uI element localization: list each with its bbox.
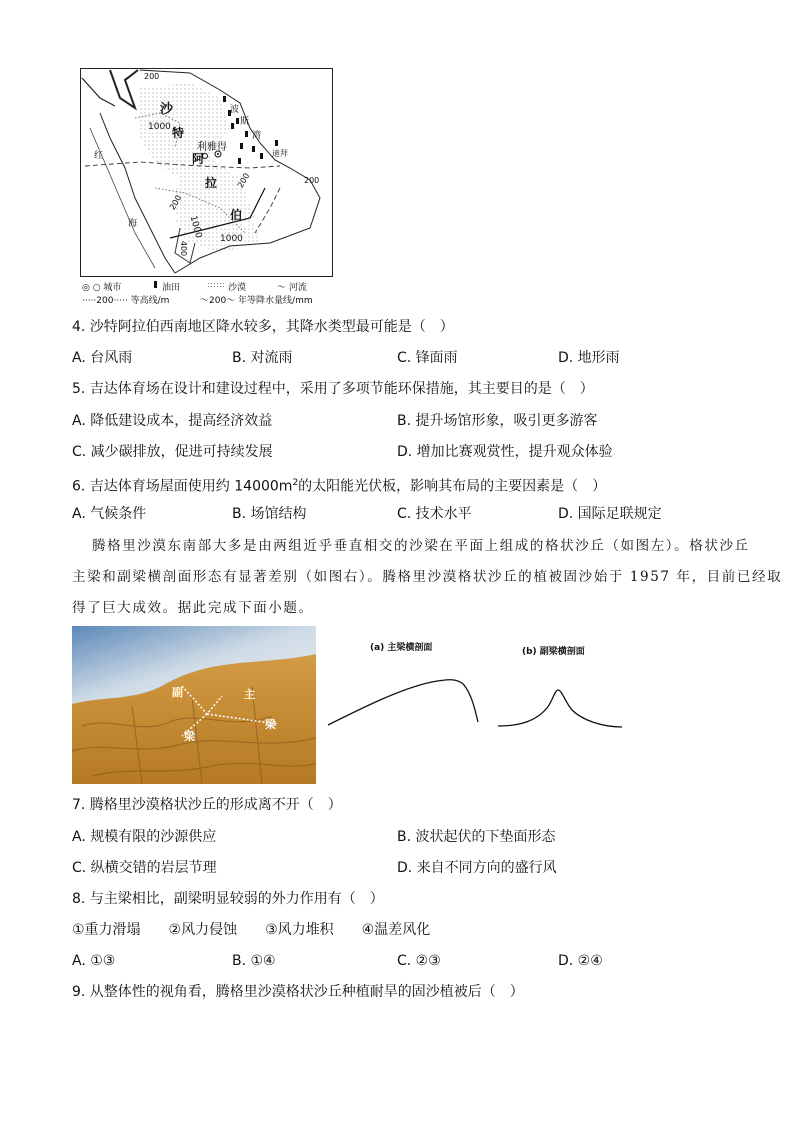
- lattice-dune-photo: [72, 626, 316, 784]
- q6-text-pre: 6. 吉达体育场屋面使用约 14000m: [72, 478, 293, 495]
- passage-line-1: 腾格里沙漠东南部大多是由两组近乎垂直相交的沙梁在平面上组成的格状沙丘（如图左）。格状沙丘: [92, 538, 750, 554]
- q4-option-c[interactable]: C. 锋面雨: [397, 350, 458, 366]
- q6-option-a[interactable]: A. 气候条件: [72, 506, 147, 522]
- map-label-bo-sea: 波: [230, 105, 240, 115]
- map-label-riyadh: 利雅得: [197, 142, 227, 153]
- q8-statement-items: ①重力滑塌 ②风力侵蚀 ③风力堆积 ④温差风化: [72, 922, 431, 938]
- q5-option-b[interactable]: B. 提升场馆形象，吸引更多游客: [397, 413, 598, 429]
- profile-a-caption: (a) 主梁横剖面: [370, 643, 433, 653]
- q4-option-d[interactable]: D. 地形雨: [558, 350, 620, 366]
- map-legend: [82, 280, 332, 306]
- contour-label-200c: 200: [304, 176, 320, 185]
- map-label-hong: 红: [94, 151, 104, 161]
- q4-option-b[interactable]: B. 对流雨: [232, 350, 293, 366]
- q8-option-c[interactable]: C. ②③: [397, 953, 441, 969]
- q4-option-a[interactable]: A. 台风雨: [72, 350, 133, 366]
- map-label-wan: 湾: [252, 131, 262, 141]
- photo-label-liang1: 梁: [184, 730, 195, 743]
- q7-option-b[interactable]: B. 波状起伏的下垫面形态: [397, 829, 556, 845]
- map-label-city-east: 迪拜: [272, 149, 288, 158]
- profile-b-caption: (b) 副梁横剖面: [522, 647, 585, 657]
- map-label-bo: 伯: [230, 208, 243, 222]
- question-5: 5. 吉达体育场在设计和建设过程中，采用了多项节能环保措施，其主要目的是（ ）: [72, 381, 594, 397]
- desert-legend-icon: [207, 282, 225, 289]
- q6-text-post: 的太阳能光伏板，影响其布局的主要因素是（ ）: [298, 478, 607, 495]
- question-8: 8. 与主梁相比，副梁明显较弱的外力作用有（ ）: [72, 891, 384, 907]
- saudi-arabia-map: [80, 68, 333, 306]
- q7-option-c[interactable]: C. 纵横交错的岩层节理: [72, 860, 217, 876]
- q8-option-b[interactable]: B. ①④: [232, 953, 276, 969]
- contour-label-400: 400: [179, 240, 189, 257]
- contour-label-200b: 200: [235, 171, 252, 190]
- legend-oil: 油田: [162, 283, 181, 293]
- dune-profiles: [322, 630, 632, 740]
- q6-option-d[interactable]: D. 国际足联规定: [558, 506, 662, 522]
- q6-option-c[interactable]: C. 技术水平: [397, 506, 472, 522]
- contour-label-1000c: 1000: [220, 234, 243, 244]
- oil-legend-icon: [154, 281, 157, 288]
- q6-text-sup: 2: [292, 478, 299, 488]
- passage-line-2: 主梁和副梁横剖面形态有显著差别（如图右）。腾格里沙漠格状沙丘的植被固沙始于 1957 年，目前已经取: [72, 569, 783, 585]
- map-label-hai: 海: [128, 219, 138, 229]
- main-ridge-profile: [328, 680, 478, 725]
- legend-isohyet: ～200～ 年等降水量线/mm: [200, 296, 313, 306]
- map-label-a: 阿: [192, 152, 205, 166]
- q6-option-b[interactable]: B. 场馆结构: [232, 506, 307, 522]
- q5-option-c[interactable]: C. 减少碳排放，促进可持续发展: [72, 444, 273, 460]
- map-label-te: 特: [172, 126, 185, 140]
- question-4: 4. 沙特阿拉伯西南地区降水较多，其降水类型最可能是（ ）: [72, 319, 454, 335]
- passage-line-3: 得了巨大成效。据此完成下面小题。: [72, 600, 314, 616]
- q7-option-a[interactable]: A. 规模有限的沙源供应: [72, 829, 217, 845]
- question-9: 9. 从整体性的视角看，腾格里沙漠格状沙丘种植耐旱的固沙植被后（ ）: [72, 984, 524, 1000]
- legend-desert: 沙漠: [228, 283, 247, 293]
- legend-river: ～ 河流: [277, 283, 307, 293]
- secondary-ridge-profile: [498, 690, 622, 727]
- photo-label-zhu: 主: [244, 688, 255, 701]
- legend-city: ◎ ○ 城市: [82, 283, 122, 293]
- q5-option-d[interactable]: D. 增加比赛观赏性，提升观众体验: [397, 444, 613, 460]
- contour-label-1000b: 1000: [187, 214, 204, 240]
- profile-svg: [322, 630, 632, 740]
- legend-contour: ·····200····· 等高线/m: [82, 296, 170, 306]
- map-label-sha: 沙: [160, 102, 174, 117]
- photo-svg: [72, 626, 316, 784]
- map-label-la: 拉: [205, 176, 218, 190]
- q8-option-d[interactable]: D. ②④: [558, 953, 603, 969]
- photo-label-liang2: 梁: [265, 718, 276, 731]
- contour-label-200d: 200: [167, 193, 184, 212]
- q8-option-a[interactable]: A. ①③: [72, 953, 116, 969]
- question-6: [72, 474, 606, 496]
- question-7: 7. 腾格里沙漠格状沙丘的形成离不开（ ）: [72, 797, 342, 813]
- contour-label-1000a: 1000: [148, 122, 171, 132]
- contour-label-200a: 200: [144, 72, 160, 81]
- q7-option-d[interactable]: D. 来自不同方向的盛行风: [397, 860, 557, 876]
- photo-label-fu: 副: [172, 686, 183, 699]
- q5-option-a[interactable]: A. 降低建设成本，提高经济效益: [72, 413, 273, 429]
- map-label-si: 斯: [240, 117, 250, 127]
